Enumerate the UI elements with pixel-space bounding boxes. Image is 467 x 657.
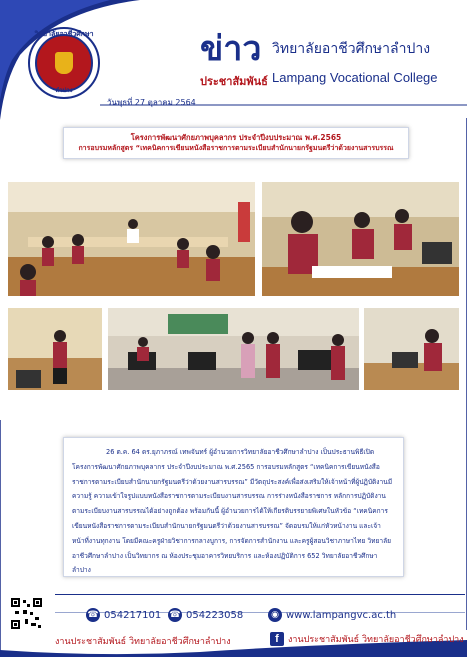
website-link[interactable]: www.lampangvc.ac.th	[286, 609, 397, 621]
unit-name-row	[55, 634, 231, 648]
headline-line-2: การอบรมหลักสูตร “เทคนิคการเขียนหนังสือราชการตามระเบียบสำนักนายกรัฐมนตรีว่าด้วยงานสารบรรณ	[78, 144, 394, 152]
news-subheading: ประชาสัมพันธ์	[200, 75, 268, 88]
logo-bottom-text: ลำปาง	[55, 87, 73, 94]
college-name-english: Lampang Vocational College	[272, 70, 438, 85]
speaker-photo	[8, 308, 102, 390]
article-paragraph: 26 ต.ค. 64 ดร.ยุภาภรณ์ เทพจันทร์ ผู้อำนวยการวิทยาลัยอาชีวศึกษาลำปาง เป็นประธานพิธีเปิดโครงการพัฒนาศักยภาพบุคลากร ประจำปีงบประมาณ พ.ศ.2565 การอบรมหลักสูตร “เทคนิคการเขียนหนังสือราชการตามระเบียบสำนักนายกรัฐมนตรีว่าด้วยงานสารบรรณ” มีวัตถุประสงค์เพื่อส่งเสริมให้เจ้าหน้าที่ผู้ปฏิบัติงานมีความรู้ ความเข้าใจรูปแบบหนังสือราชการตามระเบียบงานสารบรรณ การร่างหนังสือราชการ หลักการปฏิบัติงานตามระเบียบงานสารบรรณได้อย่างถูกต้อง พร้อมกันนี้ ผู้อำนวยการได้ให้เกียรติบรรยายพิเศษในหัวข้อ “เทคนิคการเขียนหนังสือราชการตามระเบียบสำนักนายกรัฐมนตรีว่าด้วยงานสารบรรณ” จัดอบรมให้แก่หัวหน้างาน และเจ้าหน้าที่งานทุกงาน โดยมีคณะครูฝ่ายวิชาการกลางบูการ, การจัดการสำนักงาน และครูผู้สอนวิชาภาษาไทย วิทยาลัยอาชีวศึกษาลำปาง เป็นวิทยากร ณ ห้องประชุมอาคารวิทยบริการ และห้องปฏิบัติการ 652 วิทยาลัยอาชีวศึกษาลำปาง	[72, 448, 393, 575]
phone-1[interactable]: 054217101	[104, 609, 162, 621]
headline-box	[63, 127, 409, 159]
phone-1-row	[86, 608, 161, 622]
meeting-room-photo	[8, 182, 255, 296]
laptop-photo	[364, 308, 459, 390]
participants-photo	[262, 182, 459, 296]
workshop-photo	[108, 308, 359, 390]
news-heading: ข่าว	[200, 29, 262, 69]
website-row	[268, 608, 396, 622]
globe-icon: ◉	[268, 608, 282, 622]
college-name-thai: วิทยาลัยอาชีวศึกษาลำปาง	[272, 41, 431, 57]
logo-top-text: วิทยาลัยอาชีวศึกษา	[34, 30, 94, 38]
facebook-row	[270, 632, 464, 646]
college-logo	[28, 27, 100, 99]
phone-icon: ☎	[169, 610, 181, 620]
phone-icon: ☎	[87, 610, 99, 620]
publish-date: วันพุธที่ 27 ตุลาคม 2564	[107, 98, 196, 107]
facebook-icon: f	[270, 632, 284, 646]
headline-line-1: โครงการพัฒนาศักยภาพบุคลากร ประจำปีงบประมาณ พ.ศ.2565	[130, 133, 342, 142]
qr-code[interactable]	[10, 597, 43, 630]
article-body	[63, 437, 404, 577]
phone-2-row	[168, 608, 243, 622]
logo-emblem	[35, 34, 93, 92]
phone-2[interactable]: 054223058	[186, 609, 244, 621]
facebook-page-name[interactable]: งานประชาสัมพันธ์ วิทยาลัยอาชีวศึกษาลำปาง	[288, 635, 464, 645]
unit-name: งานประชาสัมพันธ์ วิทยาลัยอาชีวศึกษาลำปาง	[55, 637, 231, 647]
